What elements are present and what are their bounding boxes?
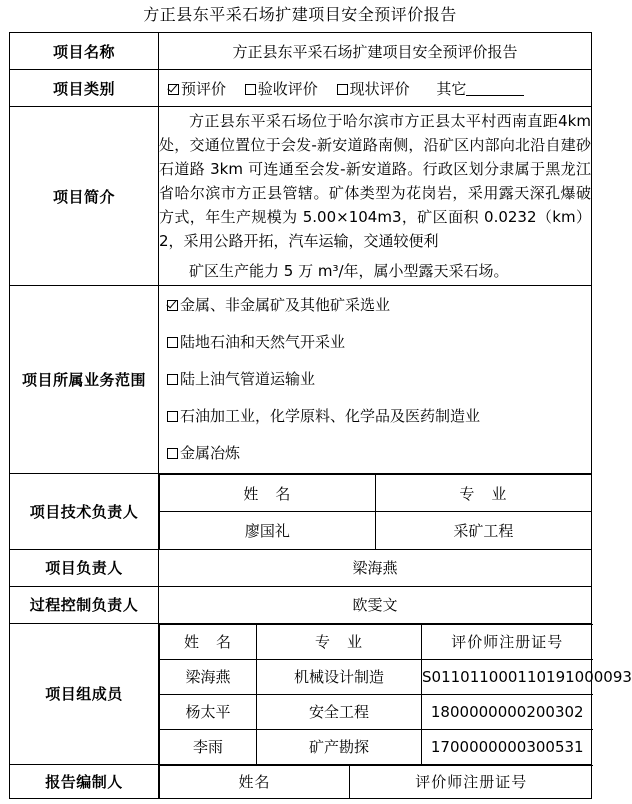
row-members: [10, 623, 592, 765]
checkbox-empty-icon: [337, 84, 348, 95]
member-cert: 1800000000200302: [422, 694, 593, 729]
checkbox-empty-icon: [245, 84, 256, 95]
members-major-header: 专 业: [257, 624, 422, 659]
row-process-lead: [10, 586, 592, 623]
checkbox-empty-icon: [167, 374, 178, 385]
checkbox-checked-icon: [168, 84, 179, 95]
project-type-options: [159, 70, 592, 107]
tech-lead-name-header: 姓 名: [160, 475, 376, 512]
intro-label: 项目简介: [10, 107, 159, 286]
tech-lead-name: 廖国礼: [160, 512, 376, 549]
project-name-label: 项目名称: [10, 33, 159, 70]
scope-option-pipeline[interactable]: 陆上油气管道运输业: [159, 361, 591, 398]
member-cert: 1700000000300531: [422, 729, 593, 764]
scope-option-metallurgy[interactable]: 金属冶炼: [159, 435, 591, 472]
compiler-label: 报告编制人: [10, 765, 159, 799]
row-tech-lead: [10, 474, 592, 550]
project-info-form: [9, 32, 632, 799]
process-lead-label: 过程控制负责人: [10, 586, 159, 623]
checkbox-empty-icon: [167, 337, 178, 348]
other-blank-line[interactable]: [466, 81, 524, 96]
document-title: 方正县东平采石场扩建项目安全预评价报告: [143, 5, 457, 24]
row-compiler: [10, 765, 592, 799]
members-name-header: 姓 名: [160, 624, 257, 659]
option-acceptance-evaluation[interactable]: 验收评价: [245, 78, 318, 99]
intro-paragraph-1: 方正县东平采石场位于哈尔滨市方正县太平村西南直距4km处，交通位置位于会发-新安道路南侧，沿矿区内部向北沿自建砂石道路 3km 可连通至会发-新安道路。行政区划分隶属于黑龙江省哈尔滨市方正县管辖。矿体类型为花岗岩，采用露天深孔爆破方式，年生产规模为 5.00×104m3，矿区面积 0.0232（km）2，采用公路开拓，汽车运输，交通较便利: [159, 112, 591, 250]
tech-lead-major: 采矿工程: [375, 512, 591, 549]
member-name: 杨太平: [160, 694, 257, 729]
row-project-type: [10, 70, 592, 107]
project-lead-label: 项目负责人: [10, 549, 159, 586]
intro-paragraph-2: 矿区生产能力 5 万 m³/年，属小型露天采石场。: [189, 262, 509, 280]
project-type-label: 项目类别: [10, 70, 159, 107]
member-major: 矿产勘探: [257, 729, 422, 764]
checkbox-checked-icon: [167, 300, 178, 311]
scope-label: 项目所属业务范围: [10, 286, 159, 474]
scope-option-mining[interactable]: 金属、非金属矿及其他矿采选业: [159, 287, 591, 324]
compiler-cert-header: 评价师注册证号: [350, 766, 593, 798]
table-row: [160, 694, 593, 729]
project-lead-value: 梁海燕: [159, 549, 592, 586]
checkbox-empty-icon: [167, 448, 178, 459]
option-other: 其它: [436, 78, 524, 99]
row-project-lead: [10, 549, 592, 586]
members-label: 项目组成员: [10, 623, 159, 765]
option-status-evaluation[interactable]: 现状评价: [337, 78, 410, 99]
member-major: 机械设计制造: [257, 659, 422, 694]
checkbox-empty-icon: [167, 411, 178, 422]
scope-option-petrochemical[interactable]: 石油加工业，化学原料、化学品及医药制造业: [159, 398, 591, 435]
tech-lead-major-header: 专 业: [375, 475, 591, 512]
row-scope: [10, 286, 592, 474]
project-name-value: 方正县东平采石场扩建项目安全预评价报告: [159, 33, 592, 70]
compiler-name-header: 姓名: [160, 766, 350, 798]
intro-text: [159, 107, 592, 286]
process-lead-value: 欧雯文: [159, 586, 592, 623]
scope-option-oil-gas[interactable]: 陆地石油和天然气开采业: [159, 324, 591, 361]
scope-options: [159, 286, 592, 474]
tech-lead-label: 项目技术负责人: [10, 474, 159, 550]
row-project-name: [10, 33, 592, 70]
member-name: 梁海燕: [160, 659, 257, 694]
table-row: [160, 729, 593, 764]
member-cert: S011011000110191000093: [422, 659, 593, 694]
row-intro: [10, 107, 592, 286]
members-table: [159, 624, 632, 765]
option-pre-evaluation[interactable]: 预评价: [168, 78, 226, 99]
member-major: 安全工程: [257, 694, 422, 729]
table-row: [160, 659, 593, 694]
compiler-table: [159, 765, 593, 798]
member-name: 李雨: [160, 729, 257, 764]
members-cert-header: 评价师注册证号: [422, 624, 593, 659]
tech-lead-table: [159, 474, 591, 549]
